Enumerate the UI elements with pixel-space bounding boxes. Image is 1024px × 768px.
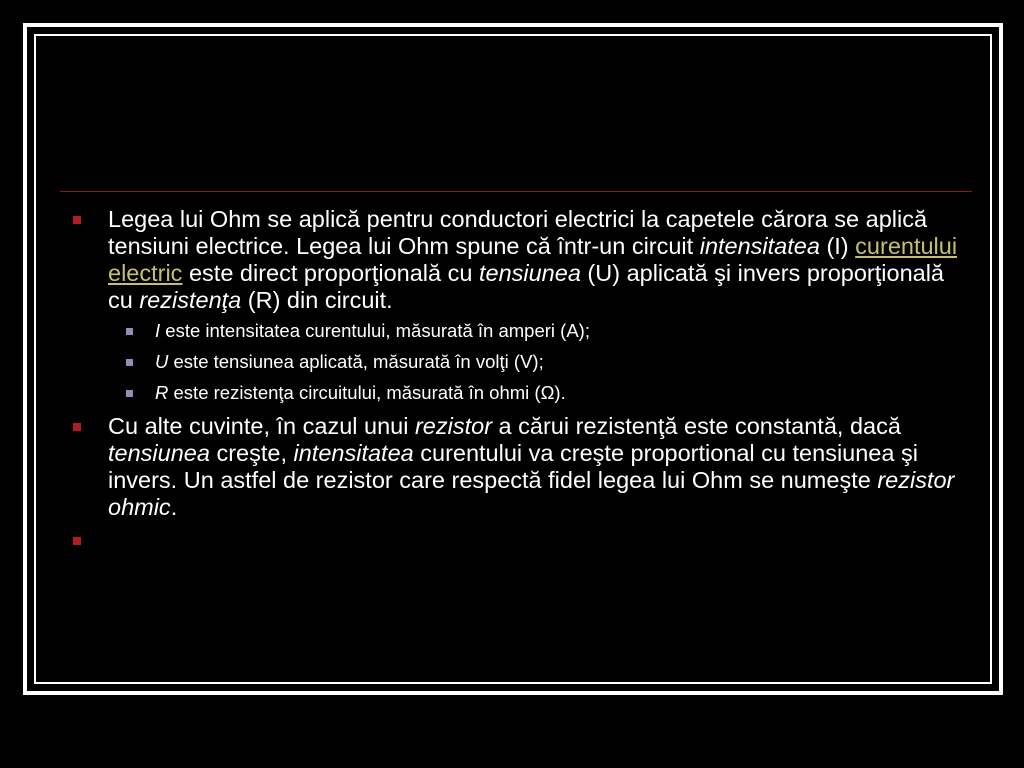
bullet-marker <box>73 423 81 431</box>
bullet-text: Legea lui Ohm se aplică pentru conductori electrici la capetele cărora se aplică tensiuni electrice. Legea lui Ohm spune că într-un circuit <box>108 206 928 259</box>
bullet-text: . <box>170 494 178 520</box>
bullet-emphasis: tensiunea <box>478 260 581 286</box>
bullet-text: (I) <box>819 233 856 259</box>
subbullet-resistance <box>70 382 970 404</box>
subbullet-marker <box>126 390 133 397</box>
bullet-ohm-law <box>70 206 970 314</box>
bullet-marker <box>73 537 81 545</box>
subbullet-marker <box>126 359 133 366</box>
curentului-electric-link[interactable]: curentului electric <box>108 233 958 286</box>
bullet-text: a cărui rezistenţă este constantă, dacă <box>492 413 901 439</box>
bullet-text: (R) din circuit. <box>241 287 393 313</box>
bullet-ohmic-resistor <box>70 413 970 521</box>
bullet-emphasis: intensitatea <box>293 440 414 466</box>
bullet-text: este direct proporţională cu <box>182 260 479 286</box>
bullet-marker <box>73 216 81 224</box>
subbullet-intensity <box>70 320 970 342</box>
bullet-empty <box>70 527 970 554</box>
title-divider <box>60 191 972 192</box>
bullet-emphasis: tensiunea <box>108 440 210 466</box>
bullet-text: curentului va creşte proportional cu tensiunea şi invers. Un astfel de rezistor care respectă fidel legea lui Ohm se numeşte <box>108 440 918 493</box>
bullet-emphasis: rezistenţa <box>139 287 242 313</box>
subbullet-voltage <box>70 351 970 373</box>
subbullet-text: este intensitatea curentului, măsurată în amperi (A); <box>160 320 590 341</box>
subbullet-marker <box>126 328 133 335</box>
slide-content <box>70 206 970 560</box>
bullet-text: creşte, <box>209 440 294 466</box>
bullet-text: (U) aplicată şi invers proporţională cu <box>108 260 944 313</box>
symbol-label: I <box>155 320 161 341</box>
bullet-emphasis: intensitatea <box>699 233 820 259</box>
symbol-label: R <box>155 382 169 403</box>
bullet-emphasis: rezistor <box>414 413 493 439</box>
subbullet-text: este tensiunea aplicată, măsurată în volţi (V); <box>168 351 544 372</box>
symbol-label: U <box>155 351 169 372</box>
subbullet-text: este rezistenţa circuitului, măsurată în ohmi (Ω). <box>168 382 566 403</box>
bullet-emphasis: rezistor ohmic <box>108 467 955 520</box>
bullet-text: Cu alte cuvinte, în cazul unui <box>108 413 415 439</box>
